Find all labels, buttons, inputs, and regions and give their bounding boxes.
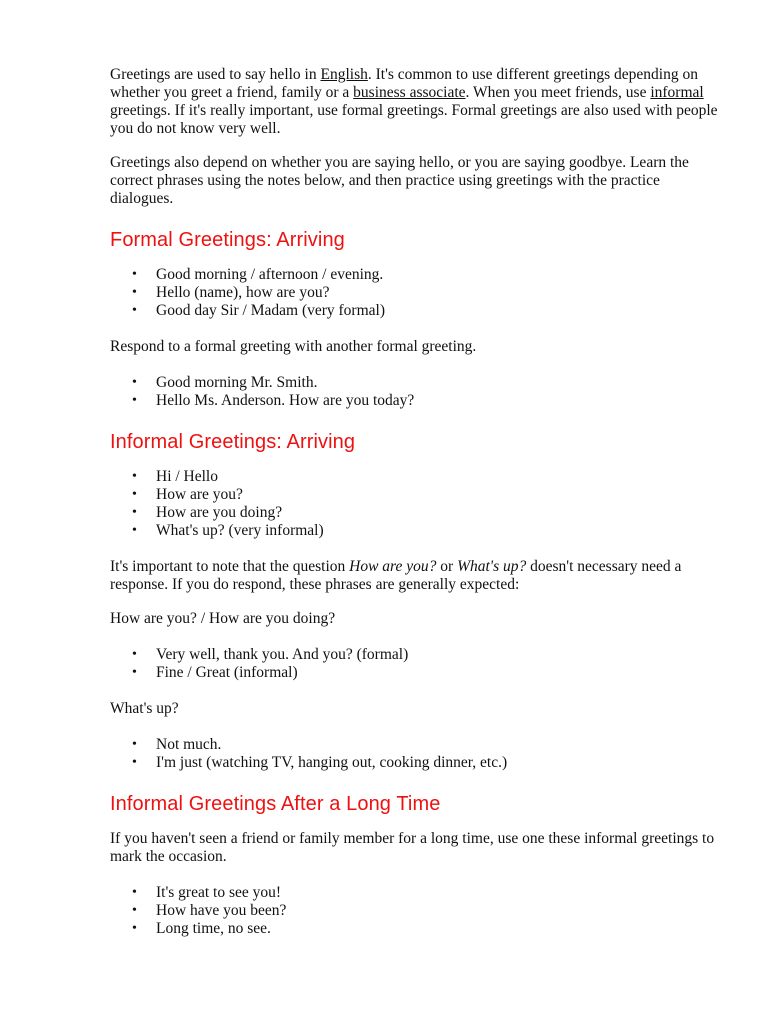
list-item: • How are you? xyxy=(110,486,718,504)
list-item: • I'm just (watching TV, hanging out, cooking dinner, etc.) xyxy=(110,754,718,772)
list-item: • Good morning Mr. Smith. xyxy=(110,374,718,392)
long-time-text: If you haven't seen a friend or family member for a long time, use one these informal greetings to mark the occasion. xyxy=(110,830,715,865)
link-informal[interactable]: informal xyxy=(650,84,704,101)
note-text: or xyxy=(436,558,458,575)
formal-respond-text: Respond to a formal greeting with another formal greeting. xyxy=(110,338,477,355)
list-whats-up-responses xyxy=(110,736,718,772)
list-item: • Long time, no see. xyxy=(110,920,718,938)
heading-informal-long-time: Informal Greetings After a Long Time xyxy=(110,793,441,815)
list-informal-greetings xyxy=(110,468,718,540)
list-item: • Fine / Great (informal) xyxy=(110,664,718,682)
list-item: • How are you doing? xyxy=(110,504,718,522)
list-item: • Hello (name), how are you? xyxy=(110,284,718,302)
intro-text: . It's common to use different greetings depending on whether you greet a friend, family or a xyxy=(110,66,698,101)
list-item: • Very well, thank you. And you? (formal) xyxy=(110,646,718,664)
intro-text: . When you meet friends, use xyxy=(465,84,651,101)
list-item: • Good day Sir / Madam (very formal) xyxy=(110,302,718,320)
list-item: • What's up? (very informal) xyxy=(110,522,718,540)
informal-note-paragraph xyxy=(110,558,718,594)
list-item: • Not much. xyxy=(110,736,718,754)
intro-text: greetings. If it's really important, use formal greetings. Formal greetings are also used with people you do not know very well. xyxy=(110,102,718,137)
list-item: • Hi / Hello xyxy=(110,468,718,486)
intro-paragraph-1 xyxy=(110,66,718,138)
intro-text: Greetings are used to say hello in xyxy=(110,66,321,83)
heading-formal-arriving: Formal Greetings: Arriving xyxy=(110,229,345,251)
note-text: It's important to note that the question xyxy=(110,558,350,575)
list-formal-responses xyxy=(110,374,718,410)
list-item: • Hello Ms. Anderson. How are you today? xyxy=(110,392,718,410)
link-english[interactable]: English xyxy=(320,66,368,83)
list-how-responses xyxy=(110,646,718,682)
note-text: doesn't necessary need a response. If you do respond, these phrases are generally expected: xyxy=(110,558,682,593)
link-business-associate[interactable]: business associate xyxy=(353,84,466,101)
list-long-time-greetings xyxy=(110,884,718,938)
intro-paragraph-2: Greetings also depend on whether you are saying hello, or you are saying goodbye. Learn the correct phrases using the notes below, and then practice using greetings with the practice dialogues. xyxy=(110,154,689,207)
list-item: • It's great to see you! xyxy=(110,884,718,902)
note-question: How are you? xyxy=(349,558,437,575)
list-formal-greetings xyxy=(110,266,718,320)
note-question: What's up? xyxy=(457,558,527,575)
heading-informal-arriving: Informal Greetings: Arriving xyxy=(110,431,356,453)
list-item: • Good morning / afternoon / evening. xyxy=(110,266,718,284)
question-whats-up: What's up? xyxy=(110,700,179,717)
list-item: • How have you been? xyxy=(110,902,718,920)
question-how-are-you: How are you? / How are you doing? xyxy=(110,610,336,627)
